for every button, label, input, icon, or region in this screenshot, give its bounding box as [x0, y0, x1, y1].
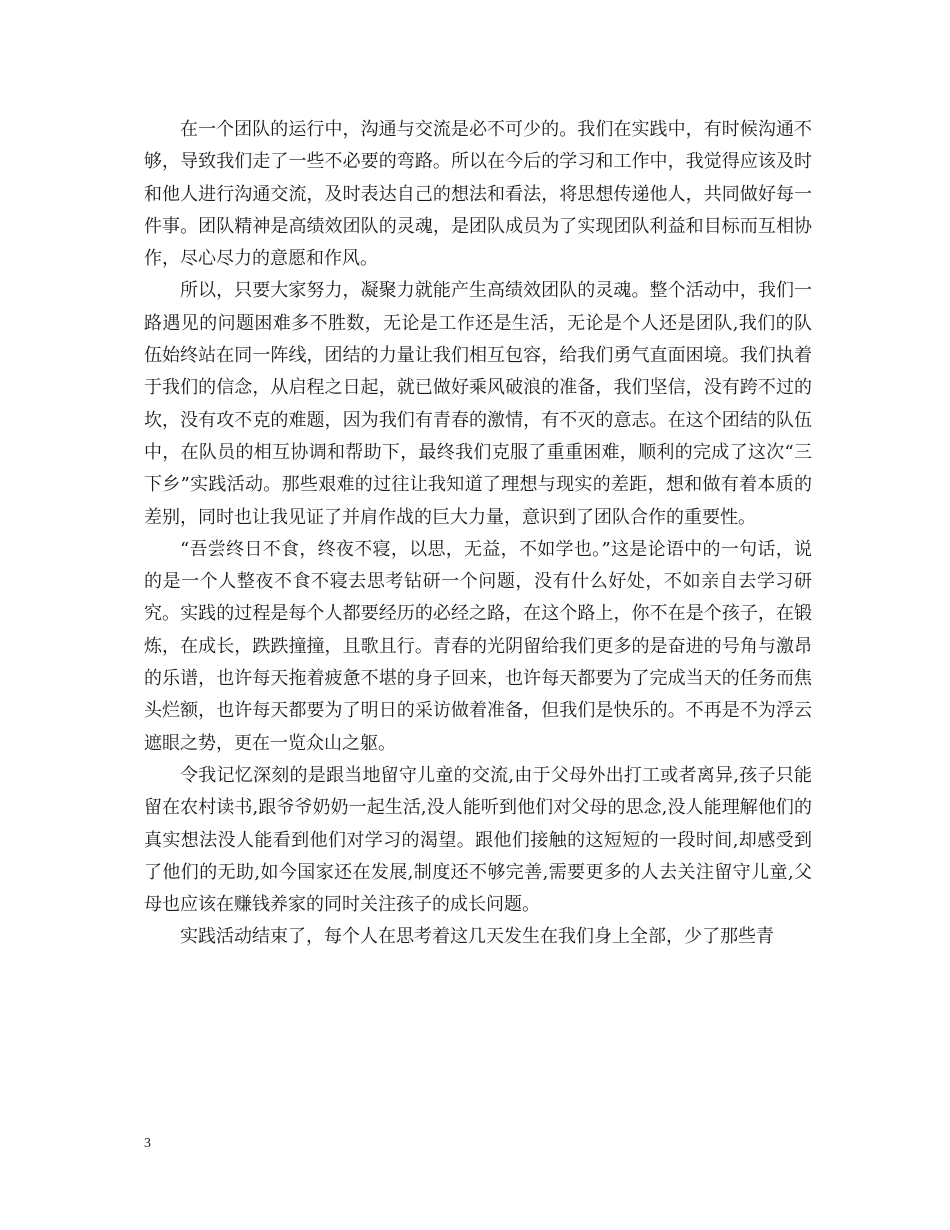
paragraph-1: 在一个团队的运行中，沟通与交流是必不可少的。我们在实践中，有时候沟通不够，导致我们走了一些不必要的弯路。所以在今后的学习和工作中，我觉得应该及时和他人进行沟通交流，及时表达自己的想法和看法，将思想传递他人，共同做好每一件事。团队精神是高绩效团队的灵魂，是团队成员为了实现团队利益和目标而互相协作，尽心尽力的意愿和作风。	[144, 119, 812, 270]
page-number: 3	[144, 1136, 151, 1151]
paragraph-2: 所以，只要大家努力，凝聚力就能产生高绩效团队的灵魂。整个活动中，我们一路遇见的问题困难多不胜数，无论是工作还是生活，无论是个人还是团队,我们的队伍始终站在同一阵线，团结的力量让我们相互包容，给我们勇气直面困境。我们执着于我们的信念，从启程之日起，就已做好乘风破浪的准备，我们坚信，没有跨不过的坎，没有攻不克的难题，因为我们有青春的激情，有不灭的意志。在这个团结的队伍中，在队员的相互协调和帮助下，最终我们克服了重重困难，顺利的完成了这次“三下乡”实践活动。那些艰难的过往让我知道了理想与现实的差距，想和做有着本质的差别，同时也让我见证了并肩作战的巨大力量，意识到了团队合作的重要性。	[144, 280, 812, 528]
paragraph-5: 实践活动结束了，每个人在思考着这几天发生在我们身上全部，少了那些青	[180, 926, 774, 948]
paragraph-4: 令我记忆深刻的是跟当地留守儿童的交流,由于父母外出打工或者离异,孩子只能留在农村读书,跟爷爷奶奶一起生活,没人能听到他们对父母的思念,没人能理解他们的真实想法没人能看到他们对学习的渴望。跟他们接触的这短短的一段时间,却感受到了他们的无助,如今国家还在发展,制度还不够完善,需要更多的人去关注留守儿童,父母也应该在赚钱养家的同时关注孩子的成长问题。	[144, 764, 812, 916]
paragraph-3: “吾尝终日不食，终夜不寝，以思，无益，不如学也。”这是论语中的一句话，说的是一个人整夜不食不寝去思考钻研一个问题，没有什么好处，不如亲自去学习研究。实践的过程是每个人都要经历的必经之路，在这个路上，你不在是个孩子，在锻炼，在成长，跌跌撞撞，且歌且行。青春的光阴留给我们更多的是奋进的号角与激昂的乐谱，也许每天拖着疲惫不堪的身子回来，也许每天都要为了完成当天的任务而焦头烂额，也许每天都要为了明日的采访做着准备，但我们是快乐的。不再是不为浮云遮眼之势，更在一览众山之躯。	[144, 538, 812, 754]
body-text	[144, 114, 812, 954]
